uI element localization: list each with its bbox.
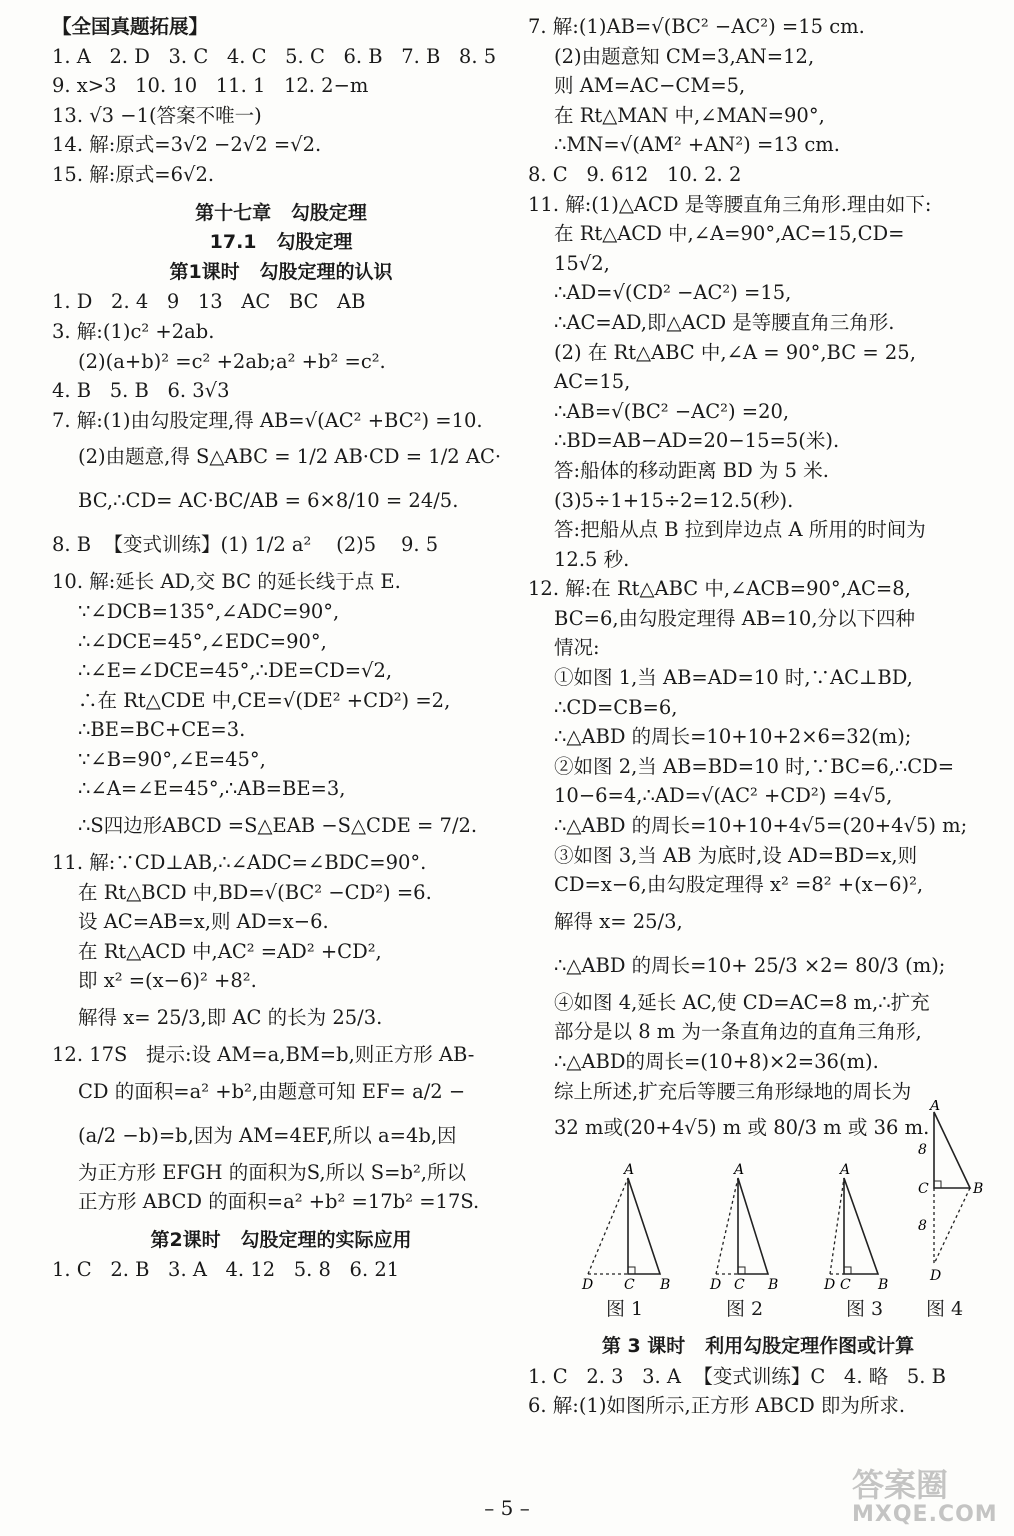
figure-caption: 图 3 [846, 1298, 884, 1321]
answer-line: 9. x>3 10. 10 11. 1 12. 2−m [52, 74, 369, 98]
answer-line: 11. 解:∵CD⊥AB,∴∠ADC=∠BDC=90°. [52, 851, 427, 875]
answer-line: 4. B 5. B 6. 3√3 [52, 379, 230, 403]
answer-line: 8. B 【变式训练】(1) 1/2 a² (2)5 9. 5 [52, 533, 439, 557]
answer-line: 12. 17S 提示:设 AM=a,BM=b,则正方形 AB- [52, 1043, 475, 1067]
section-heading: 第十七章 勾股定理 [195, 201, 367, 224]
answer-line: ∴CD=CB=6, [554, 695, 678, 719]
answer-line: ∵∠B=90°,∠E=45°, [78, 747, 266, 771]
figure-caption: 图 1 [606, 1298, 644, 1321]
right-column [528, 12, 988, 1421]
figure-1 [578, 1162, 678, 1292]
answer-line: ∴∠A=∠E=45°,∴AB=BE=3, [78, 777, 346, 801]
answer-line: 正方形 ABCD 的面积=a² +b² =17b² =17S. [78, 1190, 480, 1214]
figure-4 [912, 1100, 988, 1290]
figure-caption: 图 4 [926, 1298, 964, 1321]
section-heading: 第2课时 勾股定理的实际应用 [150, 1228, 412, 1251]
side-length-label: 8 [918, 1142, 927, 1159]
answer-line: AC=15, [554, 370, 631, 394]
answer-line: 【全国真题拓展】 [52, 15, 209, 38]
answer-line: ∴S四边形ABCD =S△EAB −S△CDE = 7/2. [78, 814, 478, 838]
point-label-c: C [624, 1277, 635, 1293]
answer-line: ∴△ABD 的周长=10+ 25/3 ×2= 80/3 (m); [554, 953, 946, 977]
answer-line: ∴AB=√(BC² −AC²) =20, [554, 399, 790, 423]
point-label-d: D [710, 1277, 722, 1293]
point-label-a: A [624, 1162, 635, 1179]
point-label-b: B [973, 1181, 984, 1198]
section-heading: 第1课时 勾股定理的认识 [169, 260, 393, 283]
triangle-diagram [578, 1162, 678, 1292]
answer-line: 6. 解:(1)如图所示,正方形 ABCD 即为所求. [528, 1394, 906, 1418]
answer-line: 3. 解:(1)c² +2ab. [52, 319, 215, 343]
figure-3 [818, 1162, 918, 1292]
watermark-line2: MXQE.COM [852, 1502, 998, 1527]
answer-line: (2)(a+b)² =c² +2ab;a² +b² =c². [78, 349, 386, 373]
answer-line: ∴BD=AB−AD=20−15=5(米). [554, 429, 840, 453]
answer-line: 为正方形 EFGH 的面积为S,所以 S=b²,所以 [78, 1160, 467, 1184]
answer-line: 答:把船从点 B 拉到岸边点 A 所用的时间为 [554, 518, 926, 542]
answer-line: 7. 解:(1)AB=√(BC² −AC²) =15 cm. [528, 15, 865, 38]
answer-line: BC,∴CD= AC·BC/AB = 6×8/10 = 24/5. [78, 489, 459, 513]
answer-line: ∴BE=BC+CE=3. [78, 718, 246, 742]
answer-line: (2) 在 Rt△ABC 中,∠A = 90°,BC = 25, [554, 340, 916, 364]
answer-line: ∵∠DCB=135°,∠ADC=90°, [78, 599, 340, 623]
point-label-d: D [582, 1277, 594, 1293]
answer-line: 13. √3 −1(答案不唯一) [52, 103, 262, 127]
point-label-a: A [840, 1162, 851, 1179]
answer-line: ∴在 Rt△CDE 中,CE=√(DE² +CD²) =2, [78, 688, 451, 712]
answer-line: BC=6,由勾股定理得 AB=10,分以下四种 [554, 606, 916, 630]
answer-line: 1. A 2. D 3. C 4. C 5. C 6. B 7. B 8. 5 [52, 44, 497, 68]
answer-line: ④如图 4,延长 AC,使 CD=AC=8 m,∴扩充 [554, 990, 930, 1014]
answer-line: 即 x² =(x−6)² +8². [78, 969, 257, 993]
point-label-b: B [878, 1277, 889, 1293]
answer-line: 在 Rt△ACD 中,∠A=90°,AC=15,CD= [554, 222, 905, 246]
answer-line: (a/2 −b)=b,因为 AM=4EF,所以 a=4b,因 [78, 1123, 457, 1147]
answer-line: 部分是以 8 m 为一条直角边的直角三角形, [554, 1020, 922, 1044]
answer-line: 32 m或(20+4√5) m 或 80/3 m 或 36 m. [554, 1116, 930, 1140]
answer-line: ∴AD=√(CD² −AC²) =15, [554, 281, 792, 305]
section-heading: 第 3 课时 利用勾股定理作图或计算 [601, 1335, 915, 1358]
point-label-d: D [930, 1268, 942, 1285]
point-label-a: A [930, 1100, 941, 1115]
answer-line: ∴△ABD 的周长=10+10+4√5=(20+4√5) m; [554, 814, 968, 838]
answer-line: 情况: [554, 636, 600, 660]
answer-line: 在 Rt△MAN 中,∠MAN=90°, [554, 103, 825, 127]
point-label-b: B [660, 1277, 671, 1293]
section-heading: 17.1 勾股定理 [209, 231, 353, 254]
answer-line: ∴△ABD 的周长=10+10+2×6=32(m); [554, 725, 912, 749]
right-after-text [528, 1332, 988, 1421]
answer-line: 综上所述,扩充后等腰三角形绿地的周长为 [554, 1079, 912, 1103]
answer-line: 15. 解:原式=6√2. [52, 162, 215, 186]
answer-line: 12. 解:在 Rt△ABC 中,∠ACB=90°,AC=8, [528, 577, 911, 601]
answer-line: 15√2, [554, 251, 610, 275]
answer-line: ∴△ABD的周长=(10+8)×2=36(m). [554, 1050, 879, 1073]
point-label-b: B [768, 1277, 779, 1293]
answer-line: 答:船体的移动距离 BD 为 5 米. [554, 458, 829, 482]
triangle-diagram [698, 1162, 798, 1292]
left-column [52, 12, 510, 1285]
answer-line: 8. C 9. 612 10. 2. 2 [528, 162, 742, 186]
answer-line: ③如图 3,当 AB 为底时,设 AD=BD=x,则 [554, 843, 918, 867]
answer-line: 设 AC=AB=x,则 AD=x−6. [78, 910, 329, 934]
point-label-a: A [734, 1162, 745, 1179]
answer-line: 14. 解:原式=3√2 −2√2 =√2. [52, 133, 322, 157]
answer-line: 10−6=4,∴AD=√(AC² +CD²) =4√5, [554, 784, 893, 808]
answer-line: ∴AC=AD,即△ACD 是等腰直角三角形. [554, 310, 895, 334]
answer-line: 解得 x= 25/3,即 AC 的长为 25/3. [78, 1006, 383, 1030]
answer-line: CD 的面积=a² +b²,由题意可知 EF= a/2 − [78, 1079, 466, 1103]
answer-line: ∴MN=√(AM² +AN²) =13 cm. [554, 133, 840, 157]
answer-line: 11. 解:(1)△ACD 是等腰直角三角形.理由如下: [528, 192, 932, 216]
triangle-diagram [818, 1162, 918, 1292]
answer-line: ②如图 2,当 AB=BD=10 时,∵BC=6,∴CD= [554, 754, 955, 778]
spacer [52, 1217, 510, 1226]
answer-line: 在 Rt△ACD 中,AC² =AD² +CD², [78, 939, 382, 963]
side-length-label: 8 [918, 1218, 927, 1235]
answer-line: 12.5 秒. [554, 547, 630, 571]
answer-line: 1. D 2. 4 9 13 AC BC AB [52, 290, 366, 314]
answer-line: 解得 x= 25/3, [554, 909, 683, 933]
triangle-diagram [912, 1100, 988, 1290]
watermark-logo [848, 1458, 1008, 1530]
answer-line: (2)由题意知 CM=3,AN=12, [554, 44, 815, 68]
answer-line: 则 AM=AC−CM=5, [554, 74, 746, 98]
point-label-c: C [734, 1277, 745, 1293]
answer-line: ①如图 1,当 AB=AD=10 时,∵AC⊥BD, [554, 666, 913, 690]
point-label-d: D [824, 1277, 836, 1293]
answer-line: (3)5÷1+15÷2=12.5(秒). [554, 488, 794, 512]
figure-2 [698, 1162, 798, 1292]
answer-line: (2)由题意,得 S△ABC = 1/2 AB·CD = 1/2 AC· [78, 445, 502, 469]
point-label-c: C [918, 1181, 929, 1198]
answer-line: 7. 解:(1)由勾股定理,得 AB=√(AC² +BC²) =10. [52, 408, 483, 432]
answer-line: 1. C 2. 3 3. A 【变式训练】C 4. 略 5. B [528, 1364, 946, 1388]
figure-caption: 图 2 [726, 1298, 764, 1321]
answer-line: CD=x−6,由勾股定理得 x² =8² +(x−6)², [554, 873, 924, 897]
answer-line: ∴∠E=∠DCE=45°,∴DE=CD=√2, [78, 659, 393, 683]
answer-line: 在 Rt△BCD 中,BD=√(BC² −CD²) =6. [78, 880, 432, 904]
point-label-c: C [840, 1277, 851, 1293]
answer-line: ∴∠DCE=45°,∠EDC=90°, [78, 629, 327, 653]
right-main-text [528, 12, 988, 1150]
answer-line: 10. 解:延长 AD,交 BC 的延长线于点 E. [52, 570, 401, 594]
spacer [52, 190, 510, 199]
watermark-line1: 答案圈 [852, 1466, 949, 1504]
answer-line: 1. C 2. B 3. A 4. 12 5. 8 6. 21 [52, 1258, 400, 1282]
page-number: – 5 – [484, 1496, 530, 1520]
